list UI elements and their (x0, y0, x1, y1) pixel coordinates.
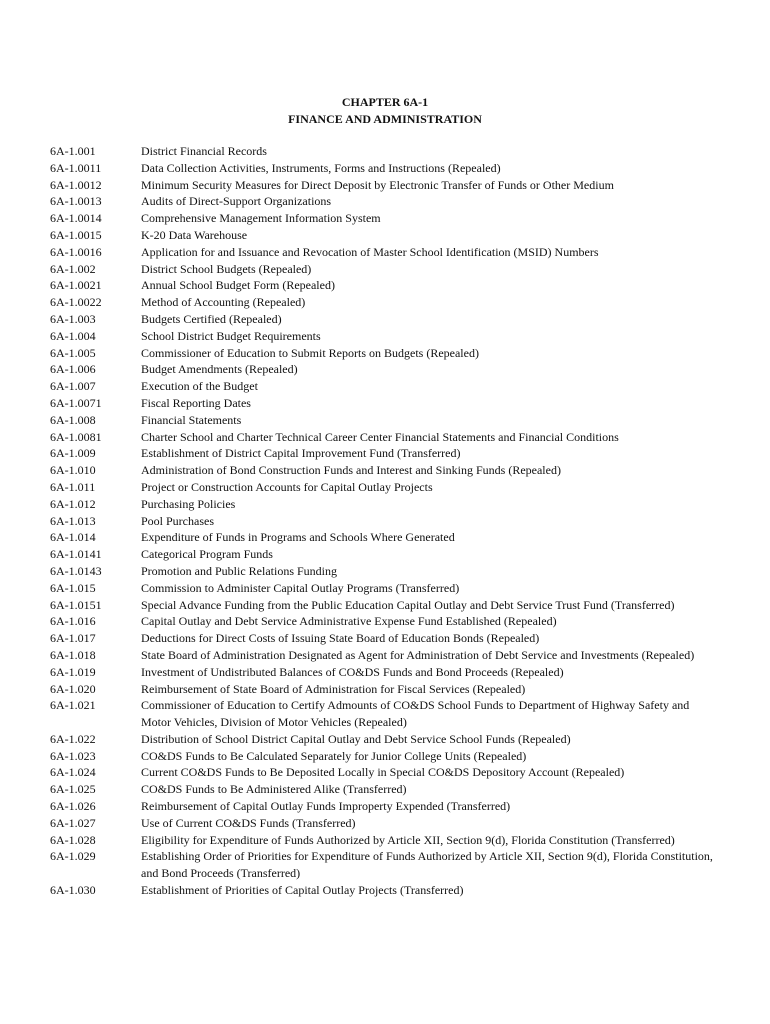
rule-title: CO&DS Funds to Be Administered Alike (Transferred) (141, 782, 407, 797)
rule-entry (0, 479, 770, 496)
rule-entry (0, 798, 770, 815)
rule-entry (0, 462, 770, 479)
rule-entry (0, 261, 770, 278)
rule-title: Minimum Security Measures for Direct Deposit by Electronic Transfer of Funds or Other Medium (141, 177, 614, 192)
rule-entry (0, 647, 770, 664)
rule-title: Reimbursement of Capital Outlay Funds Improperty Expended (Transferred) (141, 799, 511, 814)
rule-entry (0, 630, 770, 647)
rule-number: 6A-1.0011 (50, 160, 102, 175)
rule-entry (0, 227, 770, 244)
rule-entry (0, 681, 770, 698)
rule-title: Purchasing Policies (141, 496, 236, 511)
rule-number: 6A-1.0071 (50, 395, 102, 410)
rule-number: 6A-1.0014 (50, 211, 102, 226)
rule-title: Commission to Administer Capital Outlay Programs (Transferred) (141, 580, 460, 595)
rule-title: Charter School and Charter Technical Career Center Financial Statements and Financial Conditions (141, 429, 619, 444)
rule-number: 6A-1.029 (50, 849, 96, 864)
rule-title: Commissioner of Education to Submit Reports on Budgets (Repealed) (141, 345, 479, 360)
rule-title: Current CO&DS Funds to Be Deposited Locally in Special CO&DS Depository Account (Repealed) (141, 765, 625, 780)
rule-title: Data Collection Activities, Instruments, Forms and Instructions (Repealed) (141, 160, 501, 175)
rule-entry (0, 378, 770, 395)
rule-number: 6A-1.025 (50, 782, 96, 797)
rule-entry (0, 143, 770, 160)
rule-number: 6A-1.006 (50, 362, 96, 377)
rule-entry (0, 748, 770, 765)
rule-entry (0, 597, 770, 614)
rule-title: Promotion and Public Relations Funding (141, 563, 338, 578)
rule-number: 6A-1.027 (50, 815, 96, 830)
rule-number: 6A-1.011 (50, 479, 96, 494)
rule-title: Commissioner of Education to Certify Admounts of CO&DS School Funds to Department of Highway Safety and Motor Vehicles, Division of Motor Vehicles (Repealed) (141, 698, 690, 730)
rule-number: 6A-1.0143 (50, 563, 102, 578)
rule-title: Annual School Budget Form (Repealed) (141, 278, 335, 293)
rule-number: 6A-1.030 (50, 883, 96, 898)
rule-entry (0, 345, 770, 362)
rule-title: Administration of Bond Construction Funds and Interest and Sinking Funds (Repealed) (141, 463, 561, 478)
rule-entry (0, 731, 770, 748)
rule-entry (0, 496, 770, 513)
rule-title: K-20 Data Warehouse (141, 227, 248, 242)
rule-number: 6A-1.023 (50, 748, 96, 763)
rule-entry (0, 580, 770, 597)
rule-number: 6A-1.017 (50, 631, 96, 646)
rule-number: 6A-1.014 (50, 530, 96, 545)
rule-number: 6A-1.028 (50, 832, 96, 847)
rule-title: Special Advance Funding from the Public Education Capital Outlay and Debt Service Trust Fund (Transferred) (141, 597, 675, 612)
rule-number: 6A-1.016 (50, 614, 96, 629)
rule-number: 6A-1.021 (50, 698, 96, 713)
rule-entry (0, 294, 770, 311)
rule-entry (0, 160, 770, 177)
rule-number: 6A-1.020 (50, 681, 96, 696)
rule-title: Establishing Order of Priorities for Expenditure of Funds Authorized by Article XII, Section 9(d), Florida Constitution, and Bond Proceeds (Transferred) (141, 849, 713, 881)
rule-entry (0, 311, 770, 328)
rule-number: 6A-1.015 (50, 580, 96, 595)
rule-entry (0, 882, 770, 899)
rule-number: 6A-1.018 (50, 647, 96, 662)
rule-entry (0, 815, 770, 832)
rule-title: Budget Amendments (Repealed) (141, 362, 298, 377)
rule-title: Audits of Direct-Support Organizations (141, 194, 332, 209)
rule-entry (0, 546, 770, 563)
chapter-title: CHAPTER 6A-1 (341, 95, 429, 109)
rule-title: School District Budget Requirements (141, 328, 321, 343)
rule-number: 6A-1.008 (50, 412, 96, 427)
rule-title: Fiscal Reporting Dates (141, 395, 251, 410)
rule-number: 6A-1.013 (50, 513, 96, 528)
rule-title: Application for and Issuance and Revocation of Master School Identification (MSID) Numbers (141, 244, 599, 259)
rule-number: 6A-1.022 (50, 731, 96, 746)
rule-title: Categorical Program Funds (141, 547, 273, 562)
rule-title: Expenditure of Funds in Programs and Schools Where Generated (141, 530, 455, 545)
rule-number: 6A-1.0016 (50, 244, 102, 259)
rule-entry (0, 412, 770, 429)
rule-title: Investment of Undistributed Balances of CO&DS Funds and Bond Proceeds (Repealed) (141, 664, 564, 679)
rule-number: 6A-1.0015 (50, 227, 102, 242)
rule-title: District Financial Records (141, 144, 267, 158)
rule-entry (0, 361, 770, 378)
rule-number: 6A-1.019 (50, 664, 96, 679)
rule-number: 6A-1.002 (50, 261, 96, 276)
rule-number: 6A-1.009 (50, 446, 96, 461)
rule-title: Eligibility for Expenditure of Funds Authorized by Article XII, Section 9(d), Florida Constitution (Transferred) (141, 832, 675, 847)
rule-number: 6A-1.026 (50, 799, 96, 814)
rule-title: District School Budgets (Repealed) (141, 261, 312, 276)
rule-entry (0, 563, 770, 580)
rule-entry (0, 328, 770, 345)
rule-title: CO&DS Funds to Be Calculated Separately for Junior College Units (Repealed) (141, 748, 527, 763)
rule-title: Project or Construction Accounts for Capital Outlay Projects (141, 479, 433, 494)
rule-number: 6A-1.0013 (50, 194, 102, 209)
chapter-subtitle: FINANCE AND ADMINISTRATION (288, 112, 482, 126)
rules-table-of-contents (0, 143, 770, 899)
rule-number: 6A-1.003 (50, 311, 96, 326)
rule-number: 6A-1.0141 (50, 547, 102, 562)
rule-entry (0, 193, 770, 210)
rule-number: 6A-1.012 (50, 496, 96, 511)
rule-number: 6A-1.0081 (50, 429, 102, 444)
rule-number: 6A-1.007 (50, 379, 96, 394)
rule-number: 6A-1.001 (50, 144, 96, 158)
rule-entry (0, 529, 770, 546)
rule-number: 6A-1.010 (50, 463, 96, 478)
rule-entry (0, 210, 770, 227)
rule-number: 6A-1.004 (50, 328, 96, 343)
rule-title: Method of Accounting (Repealed) (141, 295, 306, 310)
rule-title: Budgets Certified (Repealed) (141, 311, 282, 326)
rule-entry (0, 664, 770, 681)
rule-entry (0, 613, 770, 630)
rule-entry (0, 697, 770, 731)
rule-title: Reimbursement of State Board of Administration for Fiscal Services (Repealed) (141, 681, 526, 696)
rule-entry (0, 244, 770, 261)
rule-title: Distribution of School District Capital Outlay and Debt Service School Funds (Repealed) (141, 731, 571, 746)
rule-number: 6A-1.005 (50, 345, 96, 360)
rule-title: Establishment of Priorities of Capital Outlay Projects (Transferred) (141, 883, 464, 898)
rule-number: 6A-1.024 (50, 765, 96, 780)
rule-number: 6A-1.0022 (50, 295, 102, 310)
rule-number: 6A-1.0021 (50, 278, 102, 293)
rule-title: Capital Outlay and Debt Service Administrative Expense Fund Established (Repealed) (141, 614, 557, 629)
rule-title: Use of Current CO&DS Funds (Transferred) (141, 815, 356, 830)
rule-entry (0, 781, 770, 798)
rule-entry (0, 764, 770, 781)
rule-title: Comprehensive Management Information System (141, 211, 381, 226)
rule-entry (0, 513, 770, 530)
rule-title: Financial Statements (141, 412, 242, 427)
rule-entry (0, 177, 770, 194)
rule-title: Pool Purchases (141, 513, 214, 528)
rule-entry (0, 445, 770, 462)
rule-entry (0, 848, 770, 882)
rule-number: 6A-1.0151 (50, 597, 102, 612)
rule-title: State Board of Administration Designated as Agent for Administration of Debt Service and Investments (Repealed) (141, 647, 695, 662)
rule-entry (0, 832, 770, 849)
rule-title: Deductions for Direct Costs of Issuing State Board of Education Bonds (Repealed) (141, 631, 540, 646)
rule-entry (0, 395, 770, 412)
rule-entry (0, 429, 770, 446)
rule-entry (0, 277, 770, 294)
rule-title: Execution of the Budget (141, 379, 258, 394)
rule-number: 6A-1.0012 (50, 177, 102, 192)
rule-title: Establishment of District Capital Improvement Fund (Transferred) (141, 446, 461, 461)
